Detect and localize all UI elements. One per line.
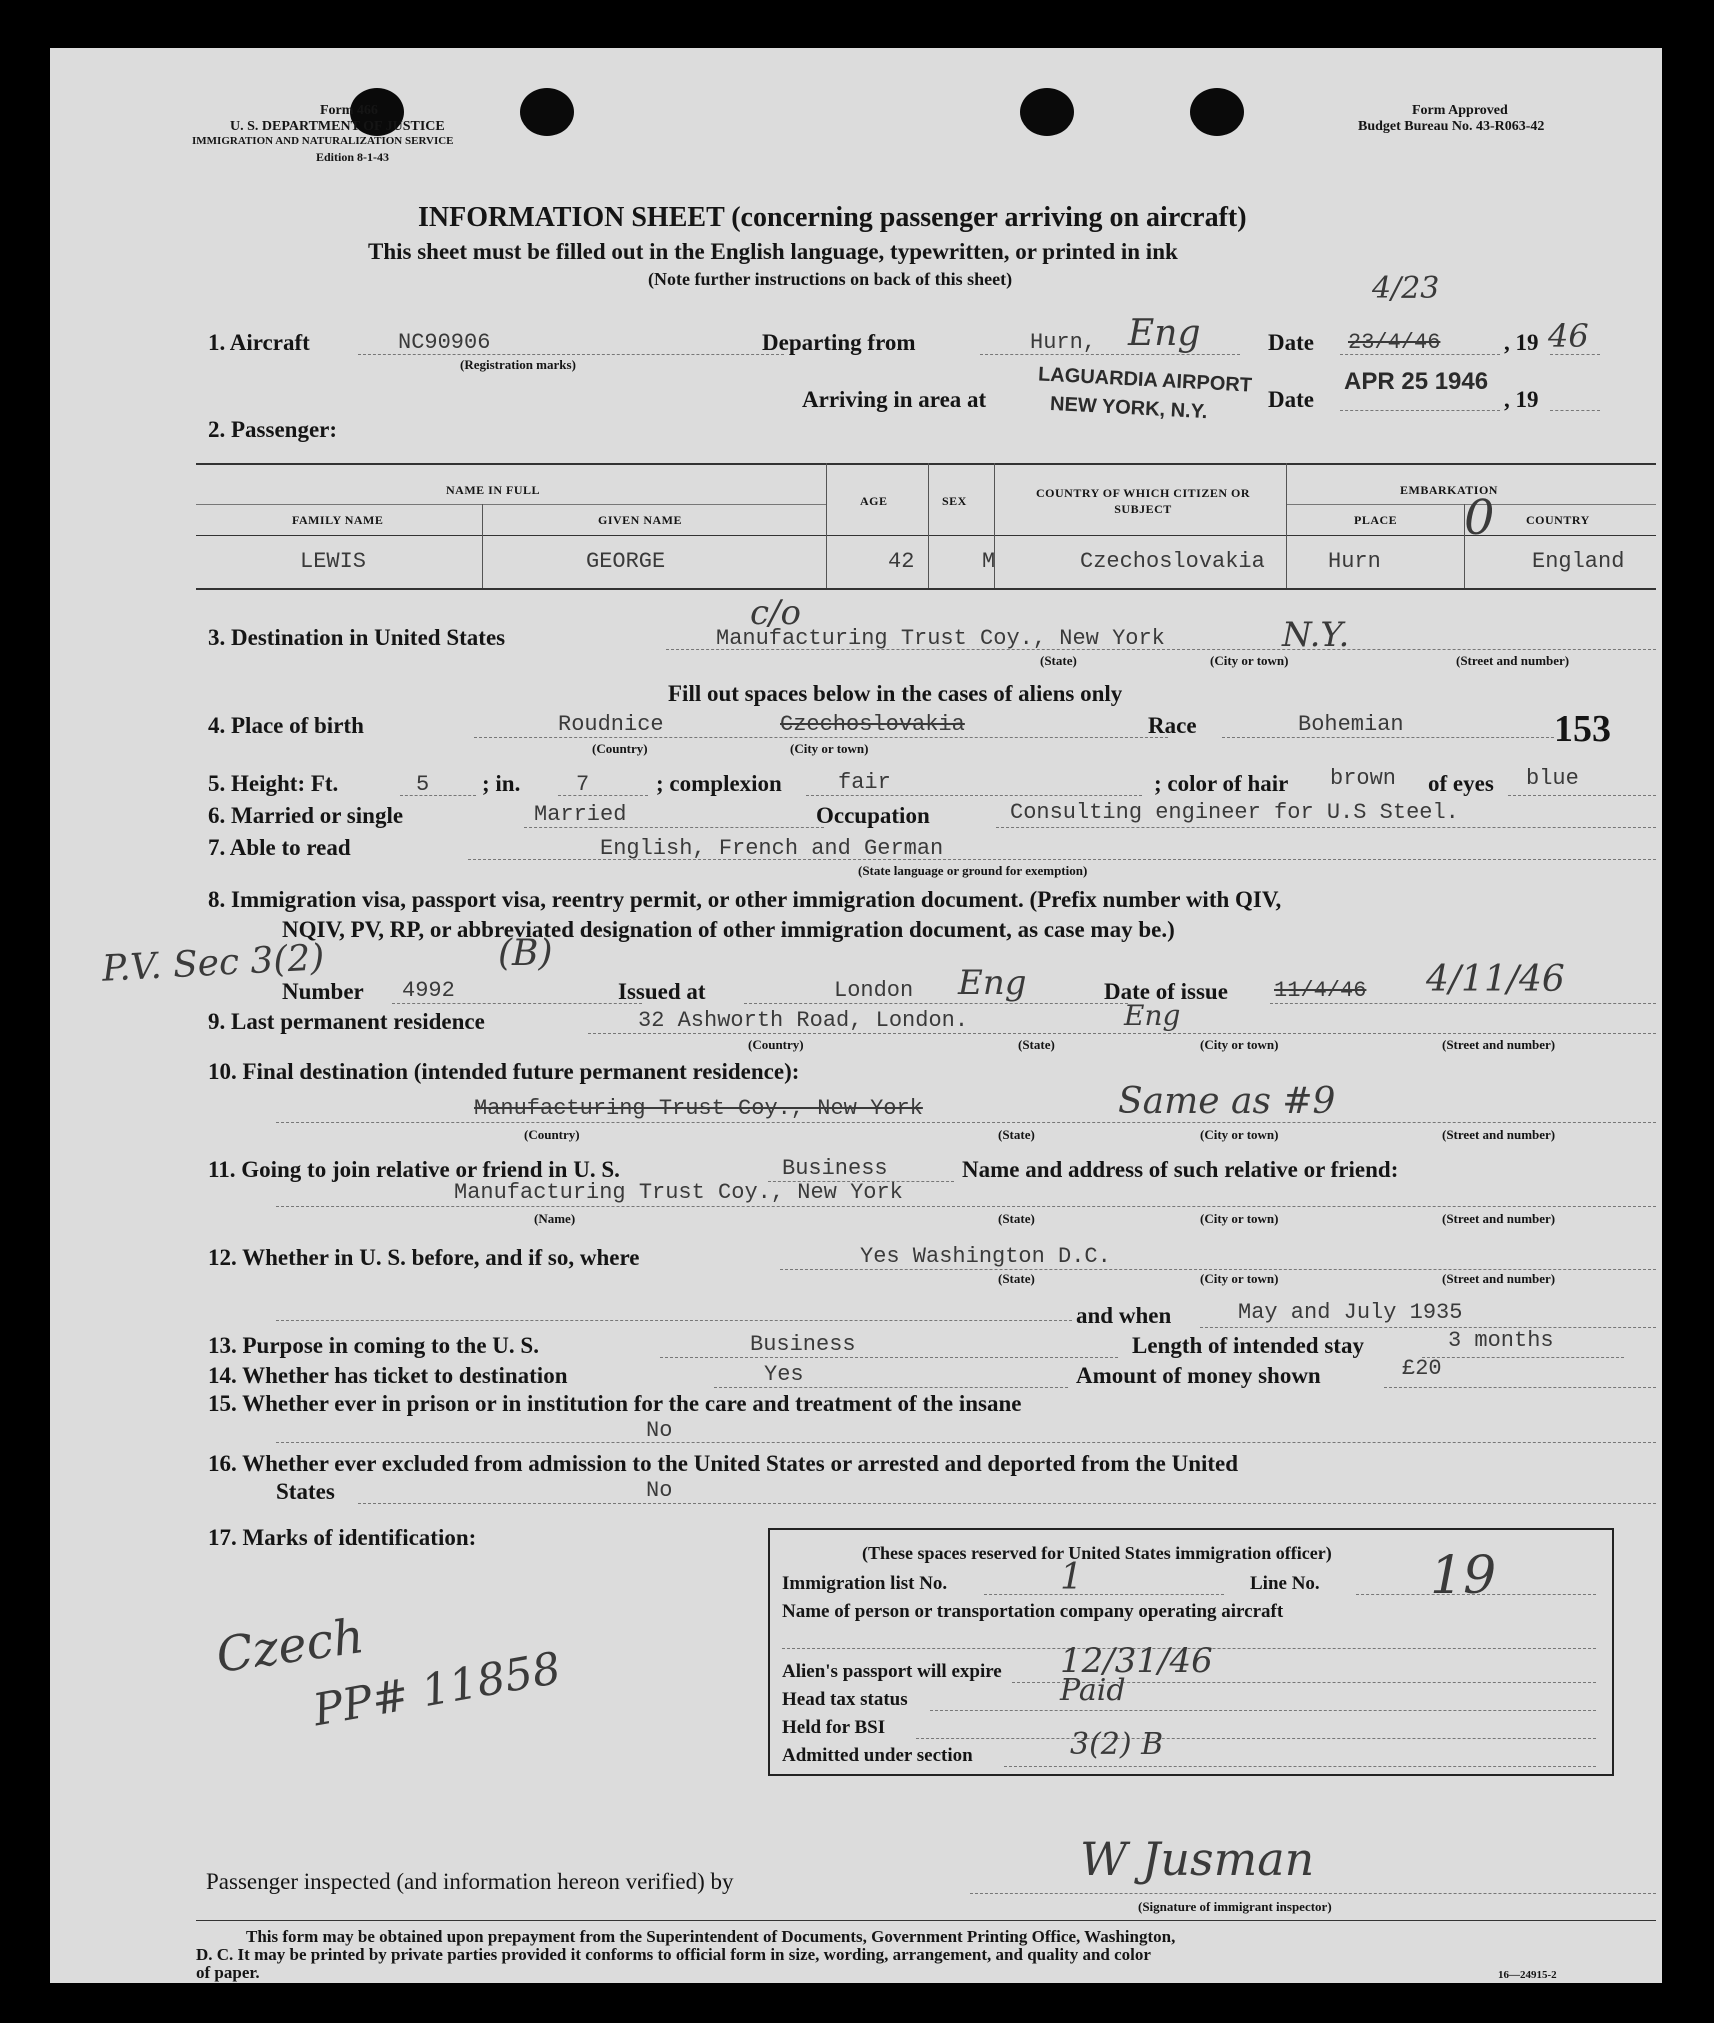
punch-hole <box>1020 88 1074 136</box>
caption-street: (Street and number) <box>1442 1037 1556 1052</box>
form-number: Form 466 <box>320 103 378 118</box>
arrival-year-prefix: , 19 <box>1504 387 1539 412</box>
section-value: 3(2) B <box>1070 1727 1164 1762</box>
visa-margin-handwritten: P.V. Sec 3(2) <box>101 937 326 990</box>
company-label: Name of person or transportation company operating aircraft <box>782 1601 1284 1622</box>
ticket-label: 14. Whether has ticket to destination <box>208 1363 568 1388</box>
visa-handwritten-b: (B) <box>498 933 553 974</box>
issued-value: London <box>834 978 914 1003</box>
hair-value: brown <box>1330 766 1397 791</box>
passenger-label: 2. Passenger: <box>208 417 338 442</box>
inspected-label: Passenger inspected (and information hereon verified) by <box>206 1869 734 1894</box>
read-caption: (State language or ground for exemption) <box>858 863 1088 878</box>
form-approved: Form Approved <box>1412 103 1508 118</box>
visa-number: 4992 <box>402 978 455 1003</box>
read-label: 7. Able to read <box>208 835 351 860</box>
date-of-issue-value: 11/4/46 <box>1274 978 1367 1003</box>
aircraft-label: 1. Aircraft <box>208 330 310 355</box>
embarkation-place: Hurn <box>1328 549 1381 574</box>
date-value: 23/4/46 <box>1348 330 1441 355</box>
departing-value: Hurn, <box>1030 330 1097 355</box>
year-handwritten: 46 <box>1548 317 1589 355</box>
form-note: (Note further instructions on back of this sheet) <box>648 269 1013 289</box>
occupation-label: Occupation <box>816 803 930 828</box>
stay-label: Length of intended stay <box>1132 1333 1364 1358</box>
section-label: Admitted under section <box>782 1745 973 1766</box>
form-sheet <box>50 48 1662 1983</box>
inspector-signature: W Jusman <box>1080 1832 1315 1886</box>
aliens-note: Fill out spaces below in the cases of aliens only <box>668 681 1123 706</box>
caption-country: (Country) <box>524 1127 580 1142</box>
caption-state: (State) <box>1040 653 1077 668</box>
tax-value: Paid <box>1060 1673 1126 1708</box>
footer-code: 16—24915-2 <box>1498 1969 1557 1981</box>
caption-state: (State) <box>1018 1037 1055 1052</box>
registration-caption: (Registration marks) <box>460 357 576 372</box>
officer-box <box>768 1528 1614 1776</box>
budget-bureau: Budget Bureau No. 43-R063-42 <box>1358 119 1545 134</box>
footer-line2: D. C. It may be printed by private parties provided it conforms to official form in size, wording, arrangement, and quality and color <box>196 1945 1151 1964</box>
purpose-value: Business <box>750 1332 856 1357</box>
passport-value: 12/31/46 <box>1060 1641 1213 1681</box>
date-of-issue-handwritten: 4/11/46 <box>1426 959 1565 1000</box>
married-value: Married <box>534 802 627 827</box>
issued-handwritten: Eng <box>958 963 1027 1003</box>
race-label: Race <box>1148 713 1197 738</box>
purpose-label: 13. Purpose in coming to the U. S. <box>208 1333 539 1358</box>
excluded-line2: States <box>276 1479 335 1504</box>
punch-hole <box>520 88 574 136</box>
visa-line2: NQIV, PV, RP, or abbreviated designation of other immigration document, as case may be.) <box>282 917 1175 942</box>
arrival-stamp-line2: NEW YORK, N.Y. <box>1049 392 1208 424</box>
caption-state: (State) <box>998 1127 1035 1142</box>
arrival-date-label: Date <box>1268 387 1314 412</box>
complexion-label: ; complexion <box>656 771 782 796</box>
excluded-value: No <box>646 1478 673 1503</box>
ticket-value: Yes <box>764 1362 804 1387</box>
height-label: 5. Height: Ft. <box>208 771 339 796</box>
arriving-label: Arriving in area at <box>802 387 987 412</box>
punch-hole <box>1190 88 1244 136</box>
caption-city: (City or town) <box>1210 653 1289 668</box>
line-label: Line No. <box>1250 1573 1320 1594</box>
marks-handwritten-1: Czech <box>212 1607 368 1685</box>
tax-label: Head tax status <box>782 1689 908 1710</box>
caption-street: (Street and number) <box>1442 1271 1556 1286</box>
departing-handwritten: Eng <box>1128 313 1201 354</box>
service: IMMIGRATION AND NATURALIZATION SERVICE <box>192 135 454 147</box>
residence-value: 32 Ashworth Road, London. <box>638 1008 969 1033</box>
footer-line1: This form may be obtained upon prepayment from the Superintendent of Documents, Government Printing Office, Washington, <box>246 1927 1176 1946</box>
join-name-value: Manufacturing Trust Coy., New York <box>454 1180 903 1205</box>
married-label: 6. Married or single <box>208 803 404 828</box>
marks-handwritten-2: PP# 11858 <box>309 1642 565 1737</box>
occupation-value: Consulting engineer for U.S Steel. <box>1010 800 1459 825</box>
signature-caption: (Signature of immigrant inspector) <box>1138 1899 1332 1914</box>
final-destination-value: Manufacturing Trust Coy., New York <box>474 1096 923 1121</box>
bsi-label: Held for BSI <box>782 1717 886 1738</box>
number-label: Number <box>282 979 364 1004</box>
before-value: Yes Washington D.C. <box>860 1244 1111 1269</box>
destination-handwritten-state: N.Y. <box>1282 615 1350 655</box>
footer-line3: of paper. <box>196 1963 260 1982</box>
header-name-in-full: NAME IN FULL <box>446 483 541 497</box>
residence-label: 9. Last permanent residence <box>208 1009 485 1034</box>
officer-title: (These spaces reserved for United States immigration officer) <box>862 1543 1332 1563</box>
money-label: Amount of money shown <box>1076 1363 1321 1388</box>
department: U. S. DEPARTMENT OF JUSTICE <box>230 119 445 134</box>
join-value: Business <box>782 1156 888 1181</box>
handwritten-circle: 0 <box>1464 490 1495 546</box>
inches-label: ; in. <box>482 771 521 796</box>
caption-city: (City or town) <box>1200 1127 1279 1142</box>
caption-city-town: (City or town) <box>790 741 869 756</box>
header-country: COUNTRY <box>1526 513 1590 527</box>
header-family-name: FAMILY NAME <box>292 513 384 527</box>
header-sex: SEX <box>942 494 967 508</box>
hair-label: ; color of hair <box>1154 771 1289 796</box>
form-title: INFORMATION SHEET (concerning passenger arriving on aircraft) <box>418 202 1247 233</box>
passenger-given-name: GEORGE <box>586 549 666 574</box>
line-value: 19 <box>1430 1546 1497 1606</box>
destination-handwritten-co: c/o <box>750 593 801 633</box>
height-inches: 7 <box>576 772 590 797</box>
list-value: 1 <box>1060 1557 1083 1598</box>
passenger-age: 42 <box>888 549 915 574</box>
join-label: 11. Going to join relative or friend in U. S. <box>208 1157 620 1182</box>
page-number: 153 <box>1554 708 1611 750</box>
arrival-date-stamp: APR 25 1946 <box>1344 368 1489 395</box>
date-handwritten-top: 4/23 <box>1372 271 1440 306</box>
complexion-value: fair <box>838 770 891 795</box>
passenger-country: Czechoslovakia <box>1080 549 1265 574</box>
excluded-line1: 16. Whether ever excluded from admission to the United States or arrested and deported from the United <box>208 1451 1239 1476</box>
year-prefix: , 19 <box>1504 330 1539 355</box>
header-age: AGE <box>860 494 888 508</box>
eyes-value: blue <box>1526 766 1579 791</box>
caption-city: (City or town) <box>1200 1211 1279 1226</box>
visa-line1: 8. Immigration visa, passport visa, reentry permit, or other immigration document. (Prefix number with QIV, <box>208 887 1282 912</box>
when-label: and when <box>1076 1303 1172 1328</box>
destination-value: Manufacturing Trust Coy., New York <box>716 626 1165 651</box>
departing-label: Departing from <box>762 330 916 355</box>
prison-label: 15. Whether ever in prison or in institution for the care and treatment of the insane <box>208 1391 1022 1416</box>
caption-city: (City or town) <box>1200 1037 1279 1052</box>
caption-state: (State) <box>998 1271 1035 1286</box>
height-feet: 5 <box>416 772 430 797</box>
final-destination-label: 10. Final destination (intended future permanent residence): <box>208 1059 800 1084</box>
race-value: Bohemian <box>1298 712 1404 737</box>
marks-label: 17. Marks of identification: <box>208 1525 477 1550</box>
edition: Edition 8-1-43 <box>316 150 390 164</box>
prison-value: No <box>646 1418 673 1443</box>
caption-street: (Street and number) <box>1442 1127 1556 1142</box>
embarkation-country: England <box>1532 549 1625 574</box>
caption-city: (City or town) <box>1200 1271 1279 1286</box>
caption-name: (Name) <box>534 1211 576 1226</box>
issued-label: Issued at <box>618 979 706 1004</box>
birth-label: 4. Place of birth <box>208 713 364 738</box>
header-place: PLACE <box>1354 513 1398 527</box>
caption-country: (Country) <box>592 741 648 756</box>
aircraft-value: NC90906 <box>398 330 491 355</box>
destination-label: 3. Destination in United States <box>208 625 506 650</box>
caption-country: (Country) <box>748 1037 804 1052</box>
stay-value: 3 months <box>1448 1328 1554 1353</box>
caption-street: (Street and number) <box>1456 653 1570 668</box>
header-given-name: GIVEN NAME <box>598 513 683 527</box>
before-label: 12. Whether in U. S. before, and if so, where <box>208 1245 640 1270</box>
read-value: English, French and German <box>600 836 944 861</box>
arrival-stamp-line1: LAGUARDIA AIRPORT <box>1037 363 1253 397</box>
join-name-label: Name and address of such relative or friend: <box>962 1157 1399 1182</box>
date-of-issue-label: Date of issue <box>1104 979 1228 1004</box>
final-destination-handwritten: Same as #9 <box>1118 1081 1336 1122</box>
residence-handwritten: Eng <box>1124 999 1181 1032</box>
date-label: Date <box>1268 330 1314 355</box>
when-value: May and July 1935 <box>1238 1300 1463 1325</box>
passenger-sex: M <box>982 549 996 574</box>
form-subtitle: This sheet must be filled out in the English language, typewritten, or printed in ink <box>368 239 1178 264</box>
caption-state: (State) <box>998 1211 1035 1226</box>
birth-country: Czechoslovakia <box>780 712 965 737</box>
header-country-citizen: COUNTRY OF WHICH CITIZEN OR SUBJECT <box>1036 486 1250 516</box>
birth-town: Roudnice <box>558 712 664 737</box>
money-value: £20 <box>1402 1356 1442 1381</box>
caption-street: (Street and number) <box>1442 1211 1556 1226</box>
list-label: Immigration list No. <box>782 1573 948 1594</box>
passport-label: Alien's passport will expire <box>782 1661 1002 1682</box>
eyes-label: of eyes <box>1428 771 1494 796</box>
header-embarkation: EMBARKATION <box>1400 483 1498 497</box>
passenger-family-name: LEWIS <box>300 549 367 574</box>
